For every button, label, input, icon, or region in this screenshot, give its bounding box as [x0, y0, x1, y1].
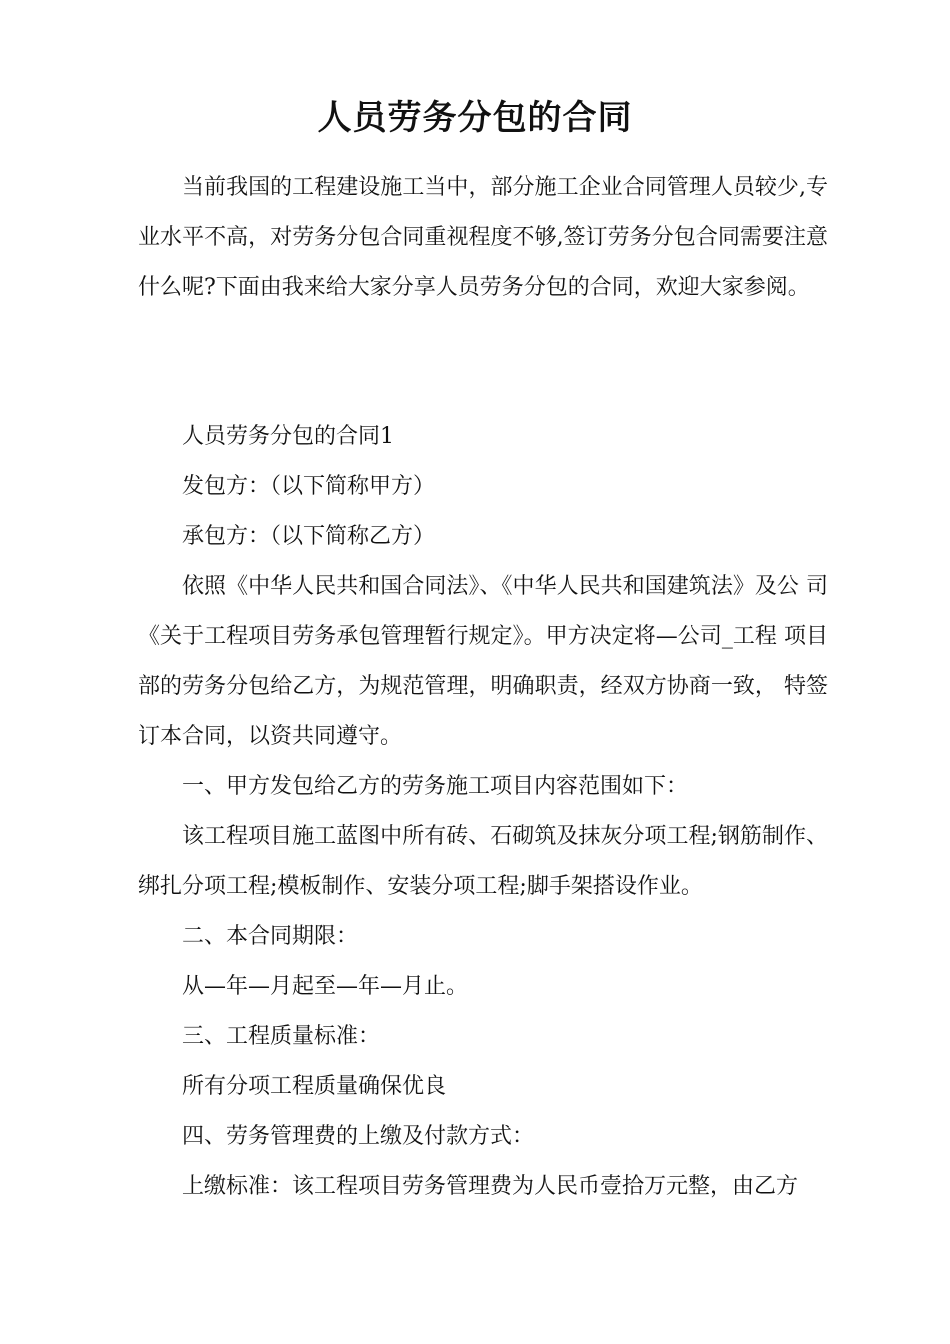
- section-2-body: 从—年—月起至—年—月止。: [182, 974, 469, 999]
- section-2-heading: 二、本合同期限：: [182, 924, 359, 949]
- party-b-line: 承包方：（以下简称乙方）: [182, 524, 436, 549]
- section-3-body: 所有分项工程质量确保优良: [182, 1074, 447, 1099]
- contract-section: [138, 412, 828, 1212]
- document-title: 人员劳务分包的合同: [317, 98, 633, 138]
- contract-heading: 人员劳务分包的合同1: [182, 424, 394, 449]
- section-3-heading: 三、工程质量标准：: [182, 1024, 381, 1049]
- intro-section: [138, 163, 828, 313]
- section-1-body: 该工程项目施工蓝图中所有砖、石砌筑及抹灰分项工程;钢筋制作、绑扎分项工程;模板制作、安装分项工程;脚手架搭设作业。: [138, 824, 828, 899]
- section-4-heading: 四、劳务管理费的上缴及付款方式：: [182, 1124, 535, 1149]
- section-4-body: 上缴标准：该工程项目劳务管理费为人民币壹拾万元整，由乙方: [182, 1174, 799, 1199]
- intro-paragraph: 当前我国的工程建设施工当中，部分施工企业合同管理人员较少,专业水平不高，对劳务分包合同重视程度不够,签订劳务分包合同需要注意什么呢?下面由我来给大家分享人员劳务分包的合同，欢迎大家参阅。: [138, 175, 828, 300]
- legal-basis-paragraph: 依照《中华人民共和国合同法》、《中华人民共和国建筑法》及公 司《关于工程项目劳务承包管理暂行规定》。甲方决定将—公司_工程 项目部的劳务分包给乙方，为规范管理，明确职责，经双方协商一致， 特签订本合同，以资共同遵守。: [138, 574, 828, 749]
- section-1-heading: 一、甲方发包给乙方的劳务施工项目内容范围如下：: [182, 774, 689, 799]
- party-a-line: 发包方：（以下简称甲方）: [182, 474, 436, 499]
